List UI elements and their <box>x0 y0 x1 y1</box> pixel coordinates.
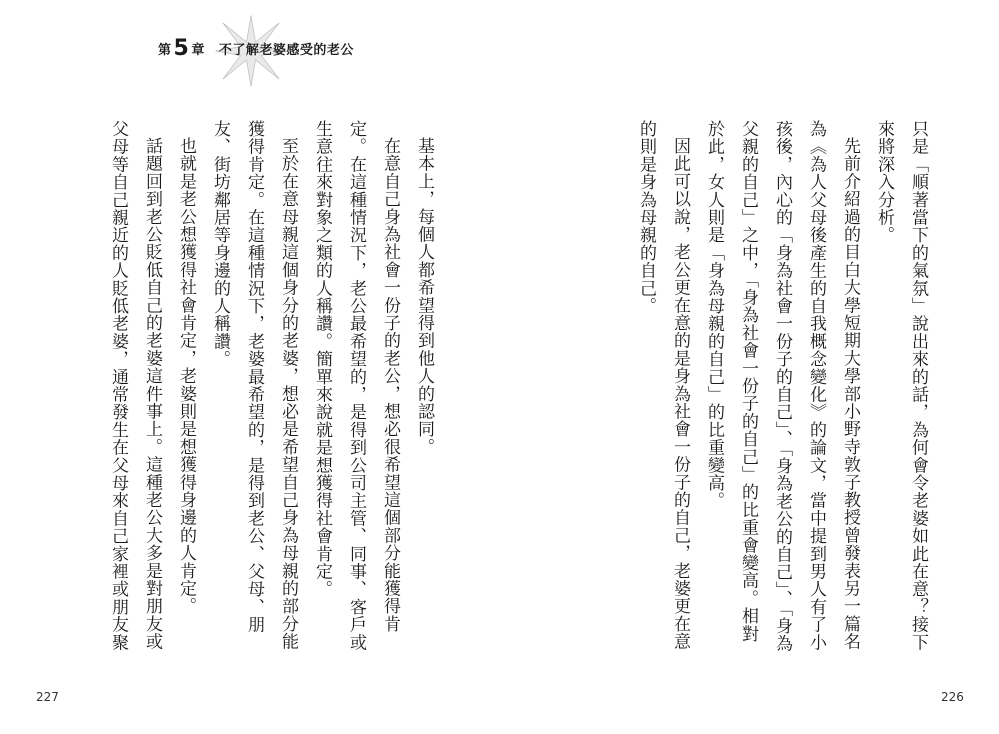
page-number-left: 227 <box>36 690 59 704</box>
paragraph: 在意自己身為社會一份子的老公，想必很希望這個部分能獲得肯定。在這種情況下，老公最希望的，是得到公司主管、同事、客戶或生意往來對象之類的人稱讚。簡單來說就是想獲得社會肯定。 <box>312 120 400 651</box>
paragraph: 話題回到老公貶低自己的老婆這件事上。這種老公大多是對朋友或父母等自己親近的人貶低老婆，通常發生在父母來自己家裡或朋友聚 <box>108 120 162 651</box>
paragraph: 因此可以說，老公更在意的是身為社會一份子的自己，老婆更在意的則是身為母親的自己。 <box>636 120 690 651</box>
chapter-label-prefix: 第 <box>158 42 172 58</box>
chapter-title: 不了解老婆感受的老公 <box>218 42 354 58</box>
paragraph: 只是「順著當下的氣氛」說出來的話，為何會令老婆如此在意？接下來將深入分析。 <box>874 120 928 651</box>
paragraph: 先前介紹過的目白大學短期大學部小野寺敦子教授曾發表另一篇名為《為人父母後產生的自我概念變化》的論文，當中提到男人有了小孩後，內心的「身為社會一份子的自己」、「身為老公的自己」、「身為父親的自己」之中，「身為社會一份子的自己」的比重會變高。相對於此，女人則是「身為母親的自己」的比重變高。 <box>704 120 860 653</box>
left-page-body <box>41 120 441 660</box>
chapter-number: 5 <box>173 35 190 61</box>
chapter-header <box>158 28 354 68</box>
paragraph: 至於在意母親這個身分的老婆，想必是希望自己身為母親的部分能獲得肯定。在這種情況下，老婆最希望的，是得到老公、父母、朋友、街坊鄰居等身邊的人稱讚。 <box>210 120 298 651</box>
page-number-right: 226 <box>941 690 964 704</box>
right-page-body <box>605 120 935 660</box>
paragraph: 基本上，每個人都希望得到他人的認同。 <box>414 137 434 456</box>
paragraph: 也就是老公想獲得社會肯定，老婆則是想獲得身邊的人肯定。 <box>176 137 196 615</box>
chapter-label-suffix: 章 <box>191 42 205 58</box>
